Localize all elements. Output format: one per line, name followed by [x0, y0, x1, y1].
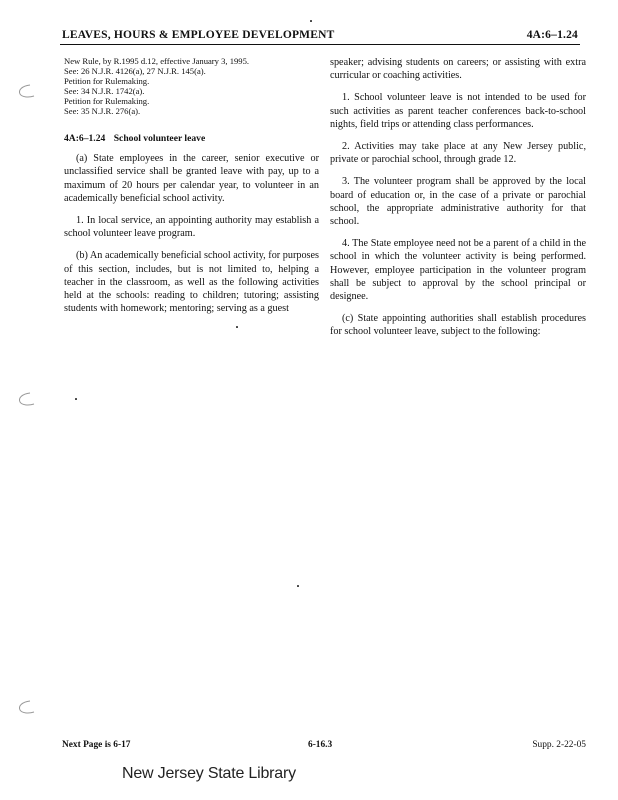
- running-header: [60, 28, 580, 45]
- right-column: [330, 56, 586, 348]
- paragraph-a-1: 1. In local service, an appointing authority may establish a school volunteer leave program.: [64, 215, 319, 240]
- left-column: [64, 56, 319, 324]
- history-line: See: 34 N.J.R. 1742(a).: [64, 86, 145, 96]
- header-title: LEAVES, HOURS & EMPLOYEE DEVELOPMENT: [62, 29, 335, 41]
- history-line: See: 26 N.J.R. 4126(a), 27 N.J.R. 145(a).: [64, 66, 206, 76]
- library-stamp: New Jersey State Library: [122, 765, 296, 782]
- history-line: Petition for Rulemaking.: [64, 96, 150, 106]
- paragraph-b-1: 1. School volunteer leave is not intended to be used for such activities as parent teacher conferences back-to-school nights, field trips or attending class performances.: [330, 92, 586, 130]
- paragraph-b-2: 2. Activities may take place at any New Jersey public, private or parochial school, through grade 12.: [330, 141, 586, 166]
- history-line: Petition for Rulemaking.: [64, 76, 150, 86]
- binder-hole-mark: [14, 84, 36, 100]
- history-notes: [64, 56, 319, 116]
- supplement-date: Supp. 2-22-05: [532, 740, 586, 750]
- section-number: 4A:6–1.24: [64, 133, 106, 144]
- next-page-note: Next Page is 6-17: [62, 740, 131, 750]
- page-footer: [62, 740, 586, 754]
- paragraph-c: (c) State appointing authorities shall establish procedures for school volunteer leave, subject to the following:: [330, 313, 586, 338]
- page-number: 6-16.3: [308, 740, 333, 750]
- paragraph-b: (b) An academically beneficial school activity, for purposes of this section, includes, but is not limited to, helping a teacher in the classroom, as well as the following activities held at the schools: reading to children; tutoring; assisting students with homework; mentoring; serving as a guest: [64, 250, 319, 315]
- paragraph-b-4: 4. The State employee need not be a parent of a child in the school in which the volunteer activity is being performed. However, employee participation in the volunteer program shall be subject to approval by the school principal or designee.: [330, 238, 586, 303]
- scan-speck: [75, 398, 77, 400]
- section-title: School volunteer leave: [113, 133, 206, 144]
- paragraph-a: (a) State employees in the career, senior executive or unclassified service shall be granted leave with pay, up to a maximum of 20 hours per calendar year, to volunteer in an academically beneficial school activity.: [64, 153, 319, 204]
- scan-speck: [310, 20, 312, 22]
- scan-speck: [236, 326, 238, 328]
- history-line: See: 35 N.J.R. 276(a).: [64, 106, 141, 116]
- binder-hole-mark: [14, 700, 36, 716]
- history-line: New Rule, by R.1995 d.12, effective January 3, 1995.: [64, 56, 250, 66]
- header-section-number: 4A:6–1.24: [526, 29, 578, 41]
- paragraph-b-3: 3. The volunteer program shall be approved by the local board of education or, in the case of a private or parochial school, the appropriate administrative authority for that school.: [330, 176, 586, 228]
- paragraph-b-continued: speaker; advising students on careers; or assisting with extra curricular or coaching activities.: [330, 57, 586, 82]
- section-heading: [64, 132, 319, 145]
- scan-speck: [297, 585, 299, 587]
- binder-hole-mark: [14, 392, 36, 408]
